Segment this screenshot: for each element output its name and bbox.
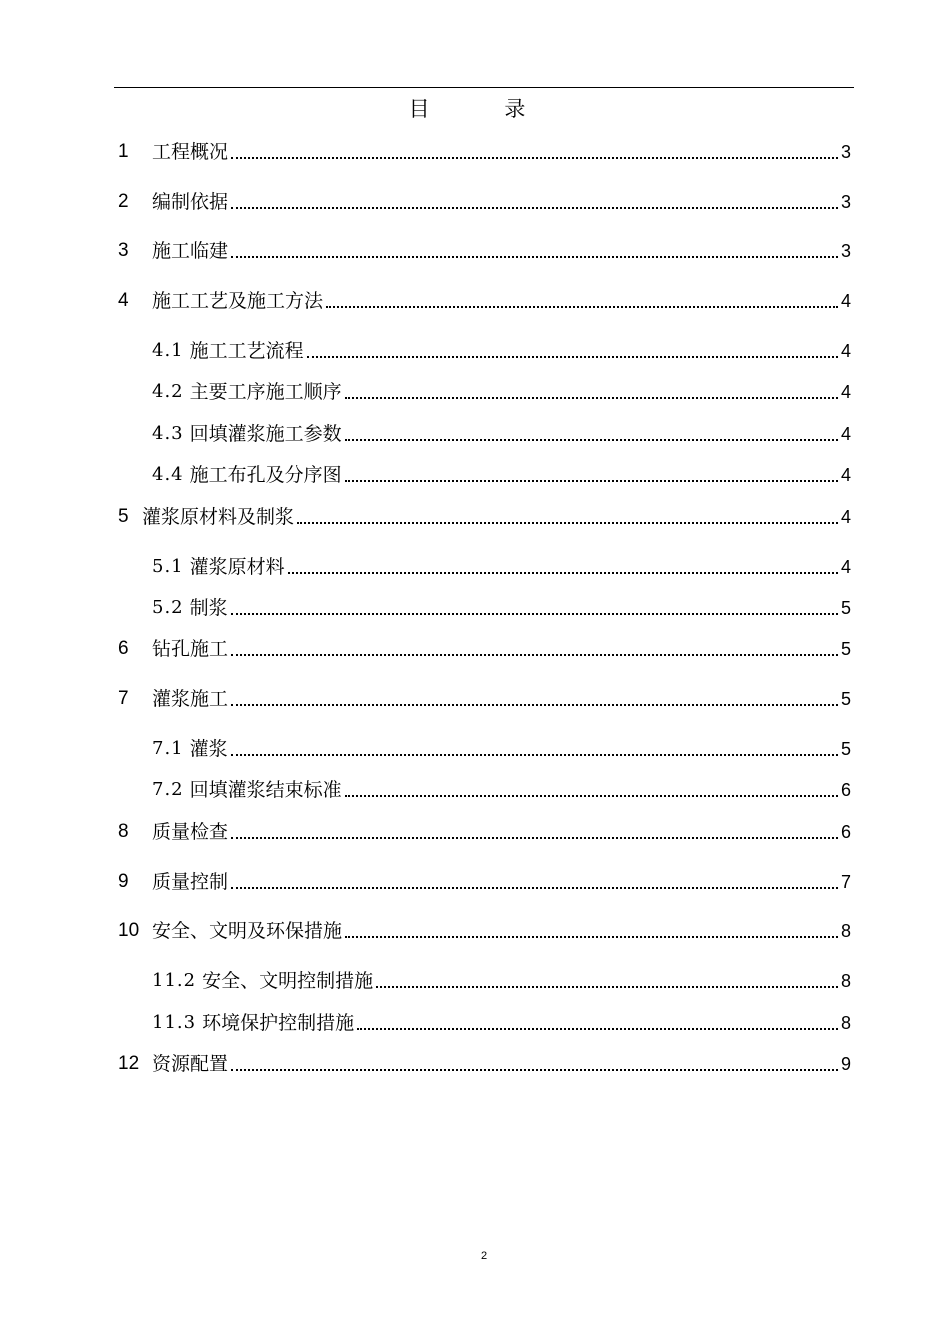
toc-entry[interactable] (118, 818, 851, 844)
dot-leader (231, 256, 838, 258)
toc-entry[interactable] (118, 287, 851, 313)
toc-entry-page: 4 (840, 557, 851, 577)
toc-entry-number: 7.1 (152, 738, 184, 759)
toc-entry-title: 安全、文明控制措施 (202, 970, 374, 992)
page-number: 2 (480, 1250, 488, 1262)
toc-entry-number: 4.2 (152, 381, 184, 402)
toc-entry-number: 2 (118, 191, 129, 212)
dot-leader (345, 480, 838, 482)
dot-leader (231, 1069, 838, 1071)
toc-entry-page: 4 (840, 465, 851, 485)
toc-entry-title: 回填灌浆施工参数 (189, 423, 342, 445)
toc-entry-title: 安全、文明及环保措施 (152, 920, 343, 942)
toc-entry-page: 3 (840, 192, 851, 212)
toc-entry[interactable] (118, 138, 851, 164)
dot-leader (326, 306, 838, 308)
toc-entry-number: 4 (118, 290, 129, 311)
dot-leader (307, 356, 838, 358)
toc-entry-page: 4 (840, 341, 851, 361)
toc-entry[interactable] (152, 461, 851, 487)
dot-leader (231, 207, 838, 209)
toc-entry-title: 回填灌浆结束标准 (189, 779, 342, 801)
toc-entry-number: 10 (118, 920, 140, 941)
toc-entry[interactable] (152, 967, 851, 993)
dot-leader (231, 704, 838, 706)
toc-entry-page: 4 (840, 507, 851, 527)
toc-entry-number: 5.2 (152, 597, 184, 618)
toc-entry-number: 11.2 (152, 970, 197, 991)
dot-leader (345, 795, 838, 797)
toc-entry-title: 施工工艺及施工方法 (152, 290, 324, 312)
toc-entry-title: 主要工序施工顺序 (189, 381, 342, 403)
dot-leader (376, 986, 838, 988)
toc-entry-title: 质量检查 (152, 821, 229, 843)
toc-entry-page: 4 (840, 291, 851, 311)
toc-entry-number: 7.2 (152, 779, 184, 800)
toc-entry-number: 5 (118, 506, 129, 527)
toc-entry-title: 质量控制 (152, 871, 229, 893)
toc-entry[interactable] (152, 776, 851, 802)
toc-entry-page: 7 (840, 872, 851, 892)
dot-leader (357, 1028, 838, 1030)
toc-entry[interactable] (152, 594, 851, 620)
toc-entry-page: 4 (840, 424, 851, 444)
toc-entry-title: 钻孔施工 (152, 638, 229, 660)
toc-entry-page: 5 (840, 639, 851, 659)
dot-leader (231, 837, 838, 839)
toc-entry[interactable] (118, 685, 851, 711)
toc-entry-title: 工程概况 (152, 141, 229, 163)
toc-entry[interactable] (118, 188, 851, 214)
toc-entry-page: 5 (840, 598, 851, 618)
toc-entry[interactable] (118, 1050, 851, 1076)
toc-entry[interactable] (152, 1009, 851, 1035)
toc-entry-number: 9 (118, 871, 129, 892)
toc-entry-title: 灌浆 (189, 738, 228, 760)
toc-entry[interactable] (152, 420, 851, 446)
toc-entry-page: 5 (840, 739, 851, 759)
toc-entry-page: 3 (840, 241, 851, 261)
toc-entry-number: 4.1 (152, 340, 184, 361)
toc-entry-title: 施工工艺流程 (189, 340, 304, 362)
toc-entry-title: 编制依据 (152, 191, 229, 213)
dot-leader (231, 157, 838, 159)
toc-entry-number: 4.4 (152, 464, 184, 485)
toc-entry[interactable] (152, 337, 851, 363)
toc-title: 目 录 (408, 97, 560, 121)
toc-entry[interactable] (118, 868, 851, 894)
dot-leader (345, 439, 838, 441)
toc-entry-page: 8 (840, 971, 851, 991)
toc-entry-title: 灌浆原材料及制浆 (142, 506, 295, 528)
toc-entry-number: 4.3 (152, 423, 184, 444)
toc-entry[interactable] (152, 553, 851, 579)
toc-entry-number: 11.3 (152, 1012, 197, 1033)
toc-entry-page: 9 (840, 1054, 851, 1074)
toc-entry-page: 5 (840, 689, 851, 709)
dot-leader (345, 936, 838, 938)
toc-entry-title: 环境保护控制措施 (202, 1012, 355, 1034)
dot-leader (288, 572, 838, 574)
toc-entry-title: 施工布孔及分序图 (189, 464, 342, 486)
toc-entry-page: 3 (840, 142, 851, 162)
toc-entry-number: 3 (118, 240, 129, 261)
toc-entry-number: 1 (118, 141, 129, 162)
toc-entry-number: 5.1 (152, 556, 184, 577)
toc-entry[interactable] (118, 237, 851, 263)
toc-entry-title: 资源配置 (152, 1053, 229, 1075)
toc-entry[interactable] (152, 378, 851, 404)
toc-entry-page: 8 (840, 1013, 851, 1033)
toc-entry-number: 8 (118, 821, 129, 842)
dot-leader (231, 613, 838, 615)
toc-entry[interactable] (152, 735, 851, 761)
toc-entry-number: 7 (118, 688, 129, 709)
toc-entry-page: 6 (840, 822, 851, 842)
toc-entry-number: 6 (118, 638, 129, 659)
dot-leader (345, 397, 838, 399)
dot-leader (231, 887, 838, 889)
toc-entry-page: 8 (840, 921, 851, 941)
toc-entry-page: 6 (840, 780, 851, 800)
dot-leader (231, 654, 838, 656)
toc-entry[interactable] (118, 917, 851, 943)
toc-entry-title: 灌浆施工 (152, 688, 229, 710)
toc-entry-title: 施工临建 (152, 240, 229, 262)
dot-leader (231, 754, 838, 756)
dot-leader (297, 522, 838, 524)
toc-entry[interactable] (118, 503, 851, 529)
toc-entry-number: 12 (118, 1053, 140, 1074)
toc-entry-title: 灌浆原材料 (189, 556, 285, 578)
toc-entry-title: 制浆 (189, 597, 228, 619)
toc-entry-page: 4 (840, 382, 851, 402)
toc-entry[interactable] (118, 635, 851, 661)
